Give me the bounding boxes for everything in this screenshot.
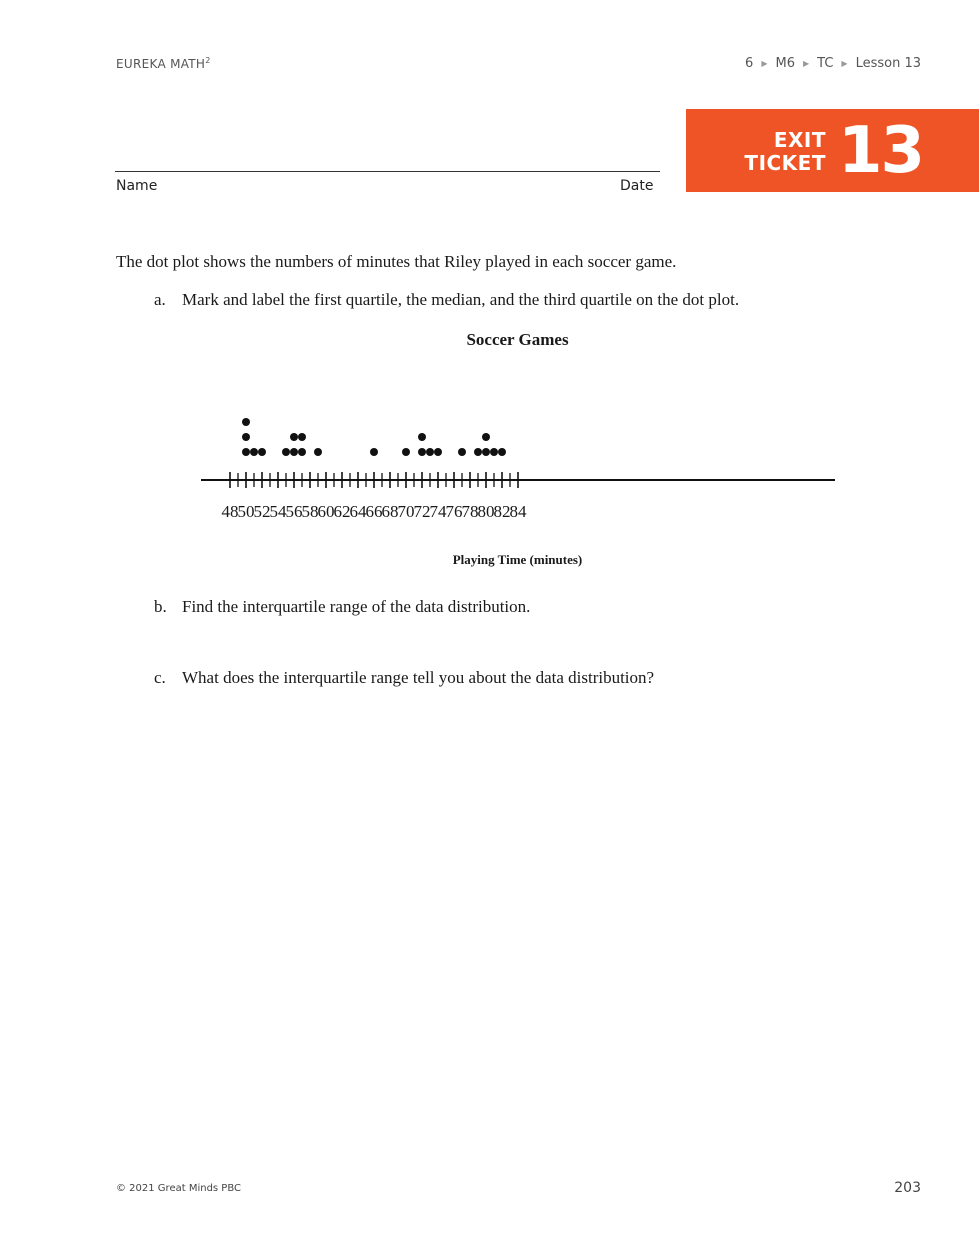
lesson-number: 13 [838,114,924,188]
x-axis-label: Playing Time (minutes) [452,552,583,567]
exit-ticket-line1: EXIT [773,128,826,152]
question-text: Mark and label the first quartile, the median, and the third quartile on the dot plot. [182,290,740,309]
exit-ticket-badge [686,109,979,192]
name-date-line[interactable] [115,171,660,172]
tick-label: 72 [413,502,431,521]
data-dot [242,448,250,456]
tick-label: 50 [237,502,255,521]
tick-label: 68 [381,502,399,521]
tick-label: 56 [285,502,303,521]
triangle-right-icon: ▶ [761,59,768,68]
crumb-topic: TC [817,56,834,71]
data-dot [418,448,426,456]
data-dot [402,448,410,456]
data-dot [290,433,298,441]
breadcrumb [745,56,921,71]
crumb-module: M6 [775,56,795,71]
tick-label: 76 [445,502,463,521]
brand: EUREKA MATH$^2$ [116,56,211,71]
data-dot [242,418,250,426]
date-label: Date [620,178,654,194]
data-dot [298,448,306,456]
data-dot [258,448,266,456]
question-c [154,668,654,688]
data-dot [426,448,434,456]
data-dot [458,448,466,456]
copyright: © 2021 Great Minds PBC [116,1183,242,1194]
data-dot [314,448,322,456]
tick-label: 54 [269,502,287,521]
data-dot [482,448,490,456]
dot-plot [195,405,840,530]
data-dot [298,433,306,441]
data-dot [290,448,298,456]
question-b [154,597,530,617]
data-dot [474,448,482,456]
data-dot [482,433,490,441]
intro-text: The dot plot shows the numbers of minutes that Riley played in each soccer game. [116,252,677,271]
tick-label: 66 [365,502,383,521]
tick-label: 80 [477,502,495,521]
tick-label: 74 [429,502,447,521]
question-text: Find the interquartile range of the data distribution. [182,597,531,616]
exit-ticket-line2: TICKET [744,151,826,175]
tick-label: 60 [317,502,335,521]
data-dot [490,448,498,456]
tick-label: 84 [509,502,527,521]
question-a [154,290,739,310]
question-label: a. [154,290,166,309]
data-dot [282,448,290,456]
page-number: 203 [894,1180,921,1196]
crumb-grade: 6 [745,56,754,71]
tick-label: 64 [349,502,367,521]
tick-label: 48 [221,502,239,521]
data-dot [434,448,442,456]
question-text: What does the interquartile range tell you about the data distribution? [182,668,655,687]
tick-label: 58 [301,502,319,521]
data-dot [370,448,378,456]
chart-title: Soccer Games [466,330,569,349]
tick-label: 70 [397,502,415,521]
triangle-right-icon: ▶ [841,59,848,68]
tick-label: 82 [493,502,511,521]
tick-label: 78 [461,502,479,521]
data-dot [250,448,258,456]
tick-label: 62 [333,502,351,521]
crumb-lesson: Lesson 13 [855,56,921,71]
triangle-right-icon: ▶ [802,59,810,68]
data-dot [242,433,250,441]
data-dot [498,448,506,456]
name-label: Name [116,178,158,194]
data-dot [418,433,426,441]
question-label: b. [154,597,167,616]
question-label: c. [154,668,166,687]
tick-label: 52 [253,502,271,521]
